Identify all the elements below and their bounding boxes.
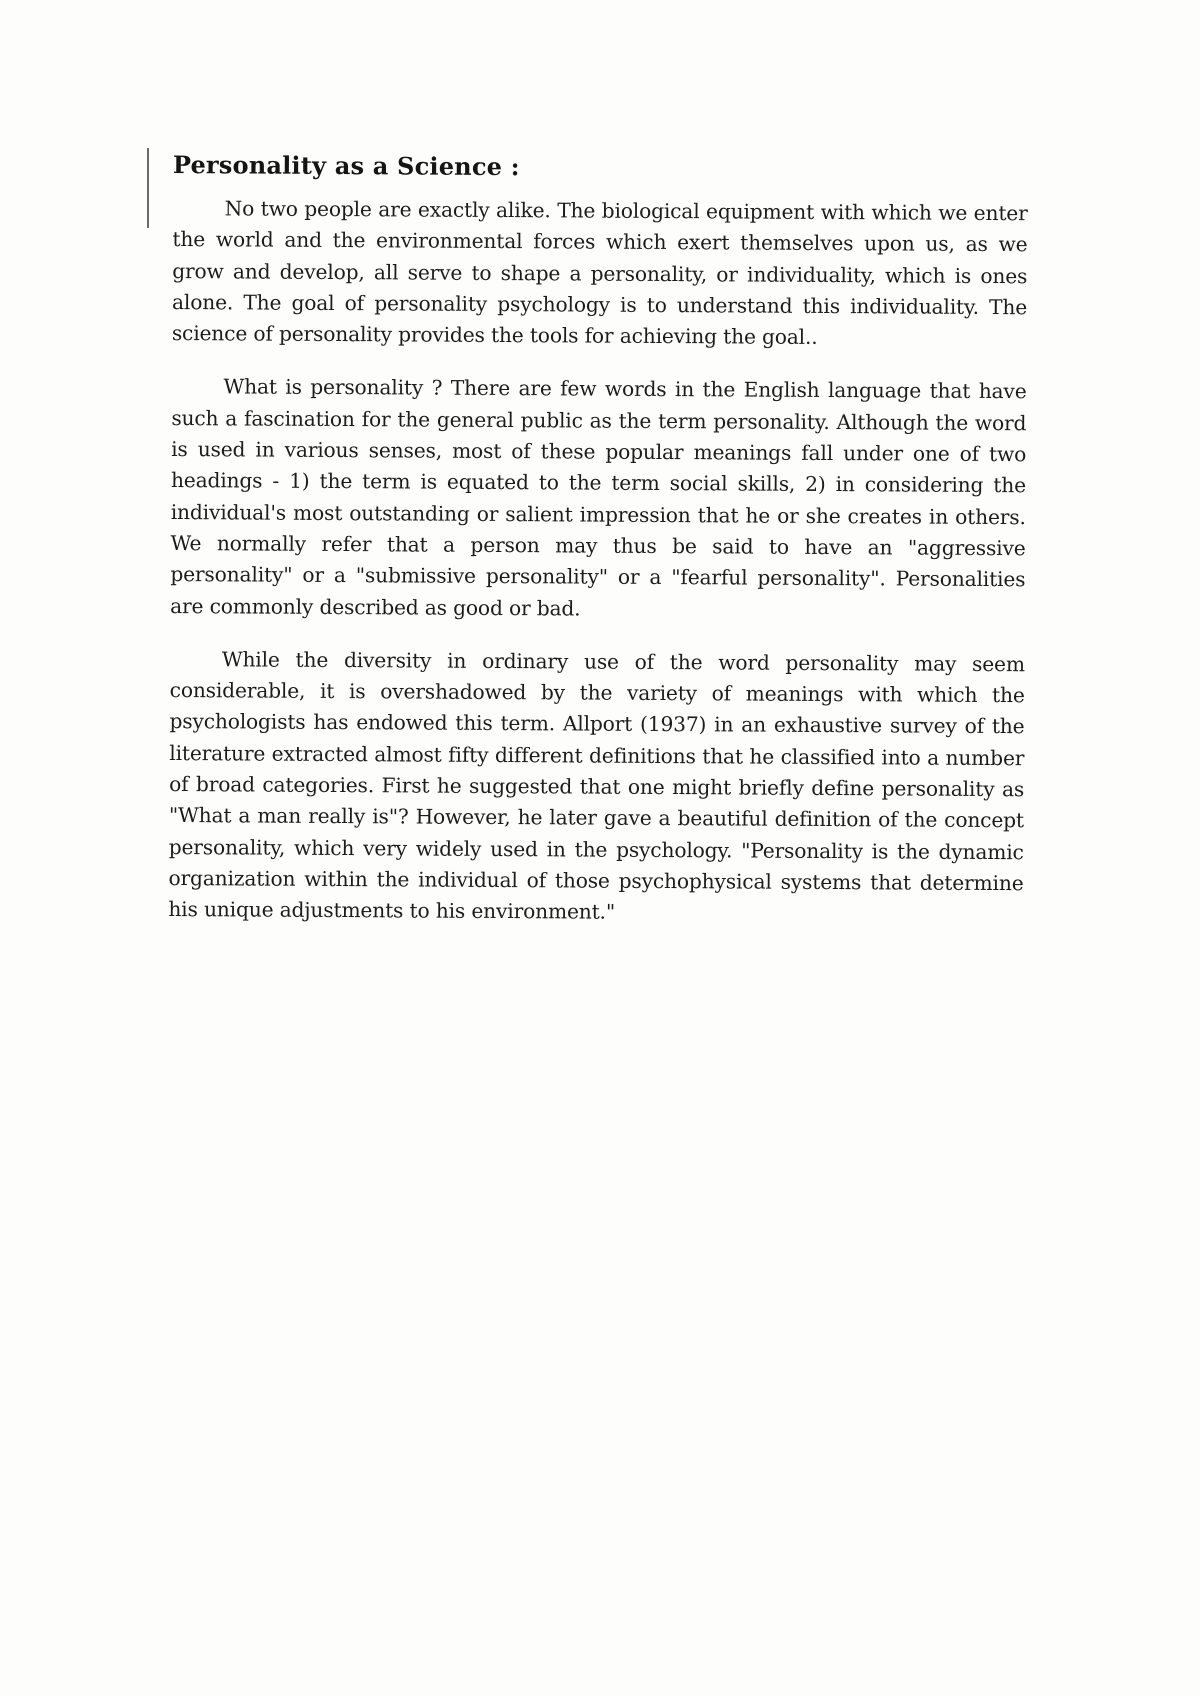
paragraph-2: What is personality ? There are few words in the English language that have such a fascination for the general public as the term personality. Although the word is used in various senses, most of these popular meanings fall under one of two headings - 1) the term is equated to the term social skills, 2) in considering the individual's most outstanding or salient impression that he or she creates in others. We normally refer that a person may thus be said to have an "aggressive personality" or a "submissive personality" or a "fearful personality". Personalities are commonly described as good or bad. [170, 374, 1027, 621]
paragraph-3: While the diversity in ordinary use of the word personality may seem considerable, it is overshadowed by the variety of meanings with which the psychologists has endowed this term. Allport (1937) in an exhaustive survey of the literature extracted almost fifty different definitions that he classified into a number of broad categories. First he suggested that one might briefly define personality as "What a man really is"? However, he later gave a beautiful definition of the concept personality, which very widely used in the psychology. "Personality is the dynamic organization within the individual of those psychophysical systems that determine his unique adjustments to his environment." [168, 647, 1025, 924]
paragraph-1: No two people are exactly alike. The biological equipment with which we enter the world and the environmental forces which exert themselves upon us, as we grow and develop, all serve to shape a personality, or individuality, which is ones alone. The goal of personality psychology is to understand this individuality. The science of personality provides the tools for achieving the goal.. [171, 196, 1028, 350]
section-heading: Personality as a Science : [172, 150, 520, 182]
document-body [168, 150, 1028, 953]
margin-line [147, 148, 149, 228]
